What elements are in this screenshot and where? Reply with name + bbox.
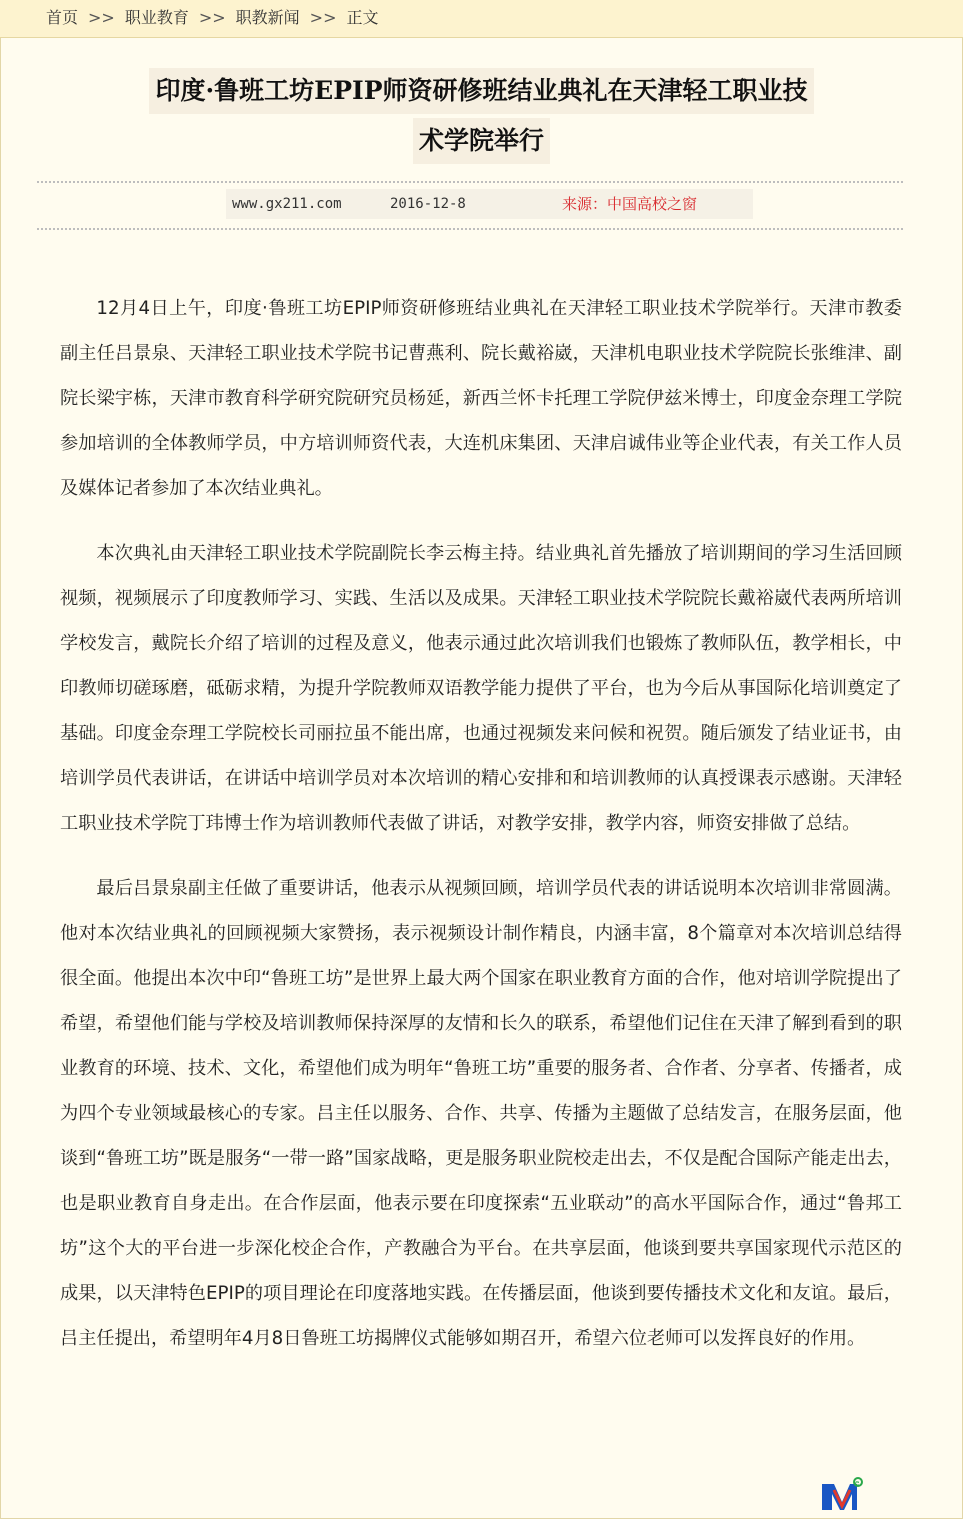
divider-top xyxy=(37,181,903,183)
breadcrumb-current: 正文 xyxy=(346,8,379,27)
breadcrumb-home[interactable]: 首页 xyxy=(46,8,79,27)
breadcrumb xyxy=(0,0,963,38)
breadcrumb-separator: >> xyxy=(309,8,337,27)
article-paragraph: 12月4日上午，印度·鲁班工坊EPIP师资研修班结业典礼在天津轻工职业技术学院举行。天津市教委副主任吕景泉、天津轻工职业技术学院书记曹燕利、院长戴裕崴，天津机电职业技术学院院长张维津、副院长梁宇栋，天津市教育科学研究院研究员杨延，新西兰怀卡托理工学院伊兹米博士，印度金奈理工学院参加培训的全体教师学员，中方培训师资代表，大连机床集团、天津启诚伟业等企业代表，有关工作人员及媒体记者参加了本次结业典礼。 xyxy=(60,298,902,499)
article-source: 来源：中国高校之窗 xyxy=(562,195,698,213)
breadcrumb-vocational-news[interactable]: 职教新闻 xyxy=(235,8,300,27)
breadcrumb-separator: >> xyxy=(88,8,115,27)
article-title xyxy=(0,68,963,164)
svg-text:e: e xyxy=(855,1479,860,1487)
article-site: www.gx211.com xyxy=(232,196,342,212)
article-paragraph: 本次典礼由天津轻工职业技术学院副院长李云梅主持。结业典礼首先播放了培训期间的学习生活回顾视频，视频展示了印度教师学习、实践、生活以及成果。天津轻工职业技术学院院长戴裕崴代表两所培训学校发言，戴院长介绍了培训的过程及意义，他表示通过此次培训我们也锻炼了教师队伍，教学相长，中印教师切磋琢磨，砥砺求精，为提升学院教师双语教学能力提供了平台，也为今后从事国际化培训奠定了基础。印度金奈理工学院校长司丽拉虽不能出席，也通过视频发来问候和祝贺。随后颁发了结业证书，由培训学员代表讲话，在讲话中培训学员对本次培训的精心安排和和培训教师的认真授课表示感谢。天津轻工职业技术学院丁玮博士作为培训教师代表做了讲话，对教学安排，教学内容，师资安排做了总结。 xyxy=(60,543,902,834)
article-body xyxy=(60,286,902,1381)
divider-bottom xyxy=(37,228,903,230)
article-date: 2016-12-8 xyxy=(390,196,466,212)
breadcrumb-vocational-education[interactable]: 职业教育 xyxy=(124,8,189,27)
article-meta xyxy=(226,189,753,219)
article-title-line-2: 术学院举行 xyxy=(413,118,550,164)
article-paragraph: 最后吕景泉副主任做了重要讲话，他表示从视频回顾，培训学员代表的讲话说明本次培训非常圆满。他对本次结业典礼的回顾视频大家赞扬，表示视频设计制作精良，内涵丰富，8个篇章对本次培训总结得很全面。他提出本次中印“鲁班工坊”是世界上最大两个国家在职业教育方面的合作，他对培训学院提出了希望，希望他们能与学校及培训教师保持深厚的友情和长久的联系，希望他们记住在天津了解到看到的职业教育的环境、技术、文化，希望他们成为明年“鲁班工坊”重要的服务者、合作者、分享者、传播者，成为四个专业领域最核心的专家。吕主任以服务、合作、共享、传播为主题做了总结发言，在服务层面，他谈到“鲁班工坊”既是服务“一带一路”国家战略，更是服务职业院校走出去，不仅是配合国际产能走出去，也是职业教育自身走出。在合作层面，他表示要在印度探索“五业联动”的高水平国际合作，通过“鲁邦工坊”这个大的平台进一步深化校企合作，产教融合为平台。在共享层面，他谈到要共享国家现代示范区的成果，以天津特色EPIP的项目理论在印度落地实践。在传播层面，他谈到要传播技术文化和友谊。最后，吕主任提出，希望明年4月8日鲁班工坊揭牌仪式能够如期召开，希望六位老师可以发挥良好的作用。 xyxy=(60,878,902,1349)
breadcrumb-separator: >> xyxy=(198,8,226,27)
site-logo-icon xyxy=(820,1476,864,1512)
article-title-line-1: 印度·鲁班工坊EPIP师资研修班结业典礼在天津轻工职业技 xyxy=(149,68,813,114)
